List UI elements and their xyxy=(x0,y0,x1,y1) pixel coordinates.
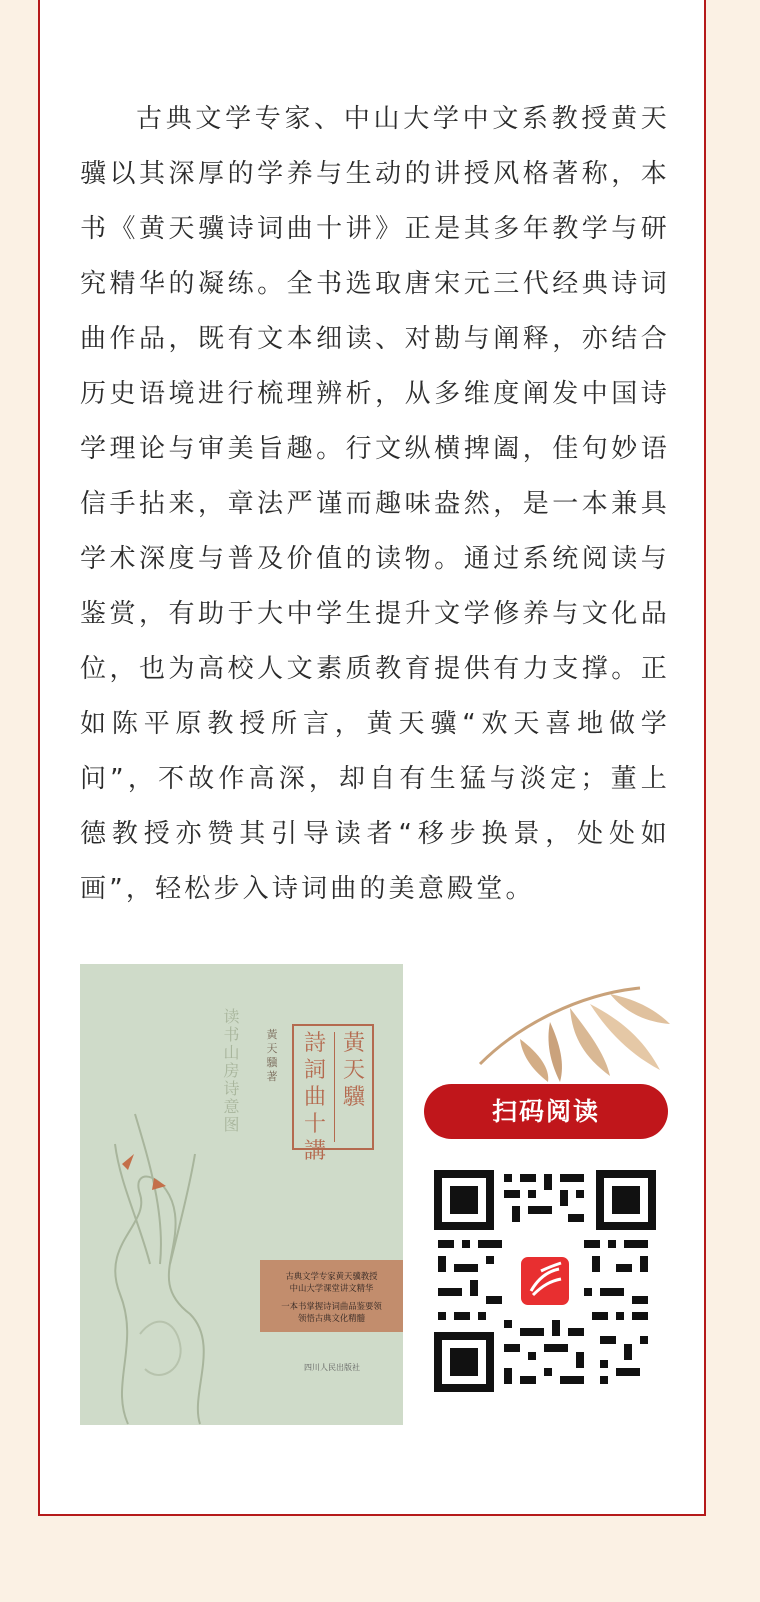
cover-band-line-2: 中山大学课堂讲文精华 xyxy=(289,1283,374,1293)
cover-info-band xyxy=(260,1260,403,1332)
cover-calligraphy-decoration: 读书山房诗意图 xyxy=(221,1008,240,1134)
cover-publisher: 四川人民出版社 xyxy=(304,1363,360,1372)
cover-title-box xyxy=(292,1024,374,1164)
cover-title-right: 黃天驥 xyxy=(342,1031,365,1110)
qr-code-icon[interactable] xyxy=(434,1170,656,1392)
book-cover-image xyxy=(80,964,403,1425)
bamboo-leaves-icon xyxy=(460,984,670,1084)
cover-band-line-4: 领悟古典文化精髓 xyxy=(298,1313,365,1323)
scan-to-read-button[interactable]: 扫码阅读 xyxy=(424,1084,668,1139)
cover-title-left: 詩詞曲十講 xyxy=(303,1031,326,1164)
book-intro-paragraph: 古典文学专家、中山大学中文系教授黄天骥以其深厚的学养与生动的讲授风格著称，本书《黄天骥诗词曲十讲》正是其多年教学与研究精华的凝练。全书选取唐宋元三代经典诗词曲作品，既有文本细读、对勘与阐释，亦结合历史语境进行梳理辨析，从多维度阐发中国诗学理论与审美旨趣。行文纵横捭阖，佳句妙语信手拈来，章法严谨而趣味盎然，是一本兼具学术深度与普及价值的读物。通过系统阅读与鉴赏，有助于大中学生提升文学修养与文化品位，也为高校人文素质教育提供有力支撑。正如陈平原教授所言，黄天骥“欢天喜地做学问”，不故作高深，却自有生猛与淡定；董上德教授亦赞其引导读者“移步换景，处处如画”，轻松步入诗词曲的美意殿堂。 xyxy=(80,104,670,904)
cover-title-divider xyxy=(334,1032,335,1142)
orchid-rock-illustration xyxy=(80,964,260,1425)
cover-author: 黃天驥 著 xyxy=(266,1028,278,1083)
cover-band-line-3: 一本书掌握诗词曲品鉴要领 xyxy=(281,1301,382,1311)
article-card xyxy=(38,0,706,1516)
app-logo-icon xyxy=(518,1254,572,1308)
cover-band-line-1: 古典文学专家黄天骥教授 xyxy=(285,1271,378,1281)
